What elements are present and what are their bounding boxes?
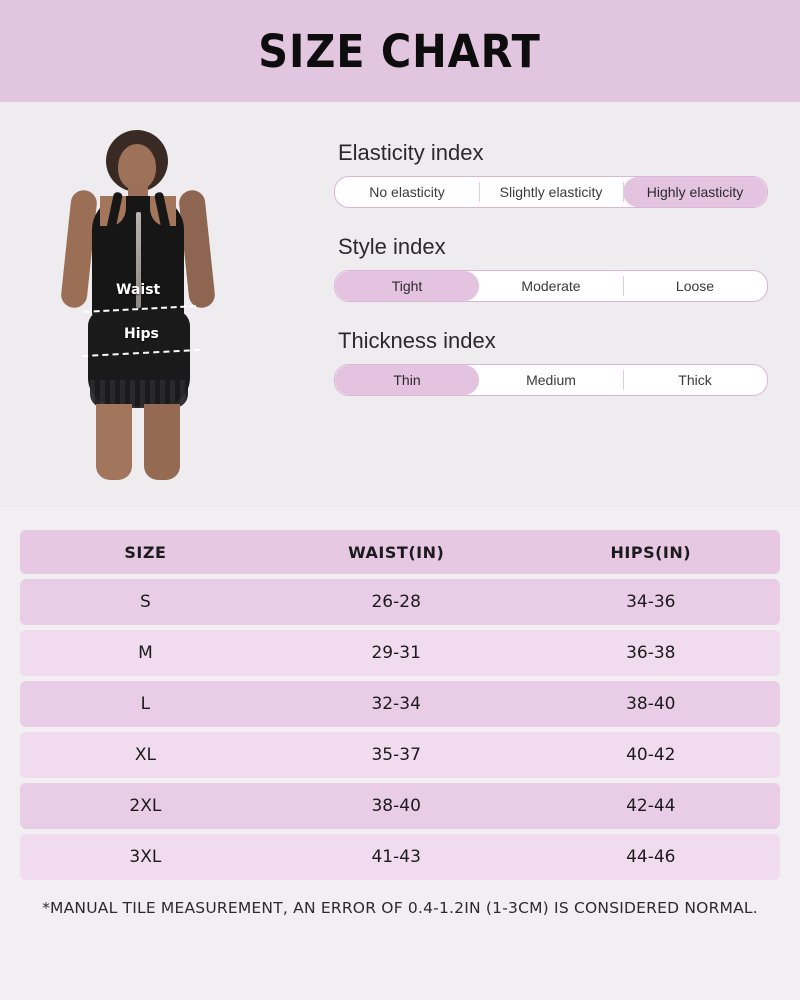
thickness-option-thin[interactable]: Thin	[335, 365, 479, 395]
cell-waist: 35-37	[271, 732, 522, 778]
size-table-body	[20, 579, 780, 880]
table-row	[20, 834, 780, 880]
hips-label: Hips	[124, 326, 159, 342]
thickness-index-bar	[334, 364, 768, 396]
header-size: SIZE	[20, 530, 271, 574]
cell-waist: 32-34	[271, 681, 522, 727]
cell-size: XL	[20, 732, 271, 778]
cell-waist: 38-40	[271, 783, 522, 829]
elasticity-option-no[interactable]: No elasticity	[369, 184, 445, 200]
elasticity-index-title: Elasticity index	[338, 140, 484, 165]
style-option-moderate[interactable]: Moderate	[521, 278, 581, 294]
table-row	[20, 732, 780, 778]
header-waist: WAIST(IN)	[271, 530, 522, 574]
thickness-index-title: Thickness index	[338, 328, 496, 353]
style-index-title: Style index	[338, 234, 446, 259]
elasticity-index-bar	[334, 176, 768, 208]
waist-label: Waist	[116, 282, 161, 298]
cell-size: 3XL	[20, 834, 271, 880]
cell-hips: 40-42	[522, 732, 780, 778]
cell-hips: 36-38	[522, 630, 780, 676]
elasticity-option-highly[interactable]: Highly elasticity	[623, 177, 767, 207]
table-row	[20, 783, 780, 829]
cell-size: L	[20, 681, 271, 727]
product-and-index-section	[0, 102, 800, 507]
table-row	[20, 630, 780, 676]
size-table	[20, 525, 780, 885]
cell-size: M	[20, 630, 271, 676]
cell-hips: 42-44	[522, 783, 780, 829]
model-right-leg	[144, 404, 180, 480]
size-table-area	[0, 507, 800, 917]
thickness-option-thick[interactable]: Thick	[623, 365, 767, 395]
model-left-leg	[96, 404, 132, 480]
elasticity-index-group	[334, 140, 768, 208]
index-column	[318, 102, 800, 507]
style-option-tight[interactable]: Tight	[335, 271, 479, 301]
page-title: SIZE CHART	[258, 24, 542, 78]
style-index-group	[334, 234, 768, 302]
product-photo	[44, 130, 234, 480]
page-header	[0, 0, 800, 102]
table-header-row	[20, 530, 780, 574]
cell-waist: 26-28	[271, 579, 522, 625]
header-hips: HIPS(IN)	[522, 530, 780, 574]
thickness-option-medium[interactable]: Medium	[526, 372, 576, 388]
elasticity-option-slightly[interactable]: Slightly elasticity	[479, 177, 623, 207]
cell-hips: 34-36	[522, 579, 780, 625]
table-row	[20, 681, 780, 727]
cell-hips: 38-40	[522, 681, 780, 727]
table-row	[20, 579, 780, 625]
product-photo-column	[0, 102, 318, 507]
cell-waist: 41-43	[271, 834, 522, 880]
measurement-footnote: *MANUAL TILE MEASUREMENT, AN ERROR OF 0.4-1.2IN (1-3CM) IS CONSIDERED NORMAL.	[42, 899, 758, 917]
cell-hips: 44-46	[522, 834, 780, 880]
model-illustration	[44, 130, 234, 480]
style-option-loose[interactable]: Loose	[623, 271, 767, 301]
size-table-head	[20, 530, 780, 574]
style-index-bar	[334, 270, 768, 302]
cell-waist: 29-31	[271, 630, 522, 676]
cell-size: 2XL	[20, 783, 271, 829]
thickness-index-group	[334, 328, 768, 396]
cell-size: S	[20, 579, 271, 625]
